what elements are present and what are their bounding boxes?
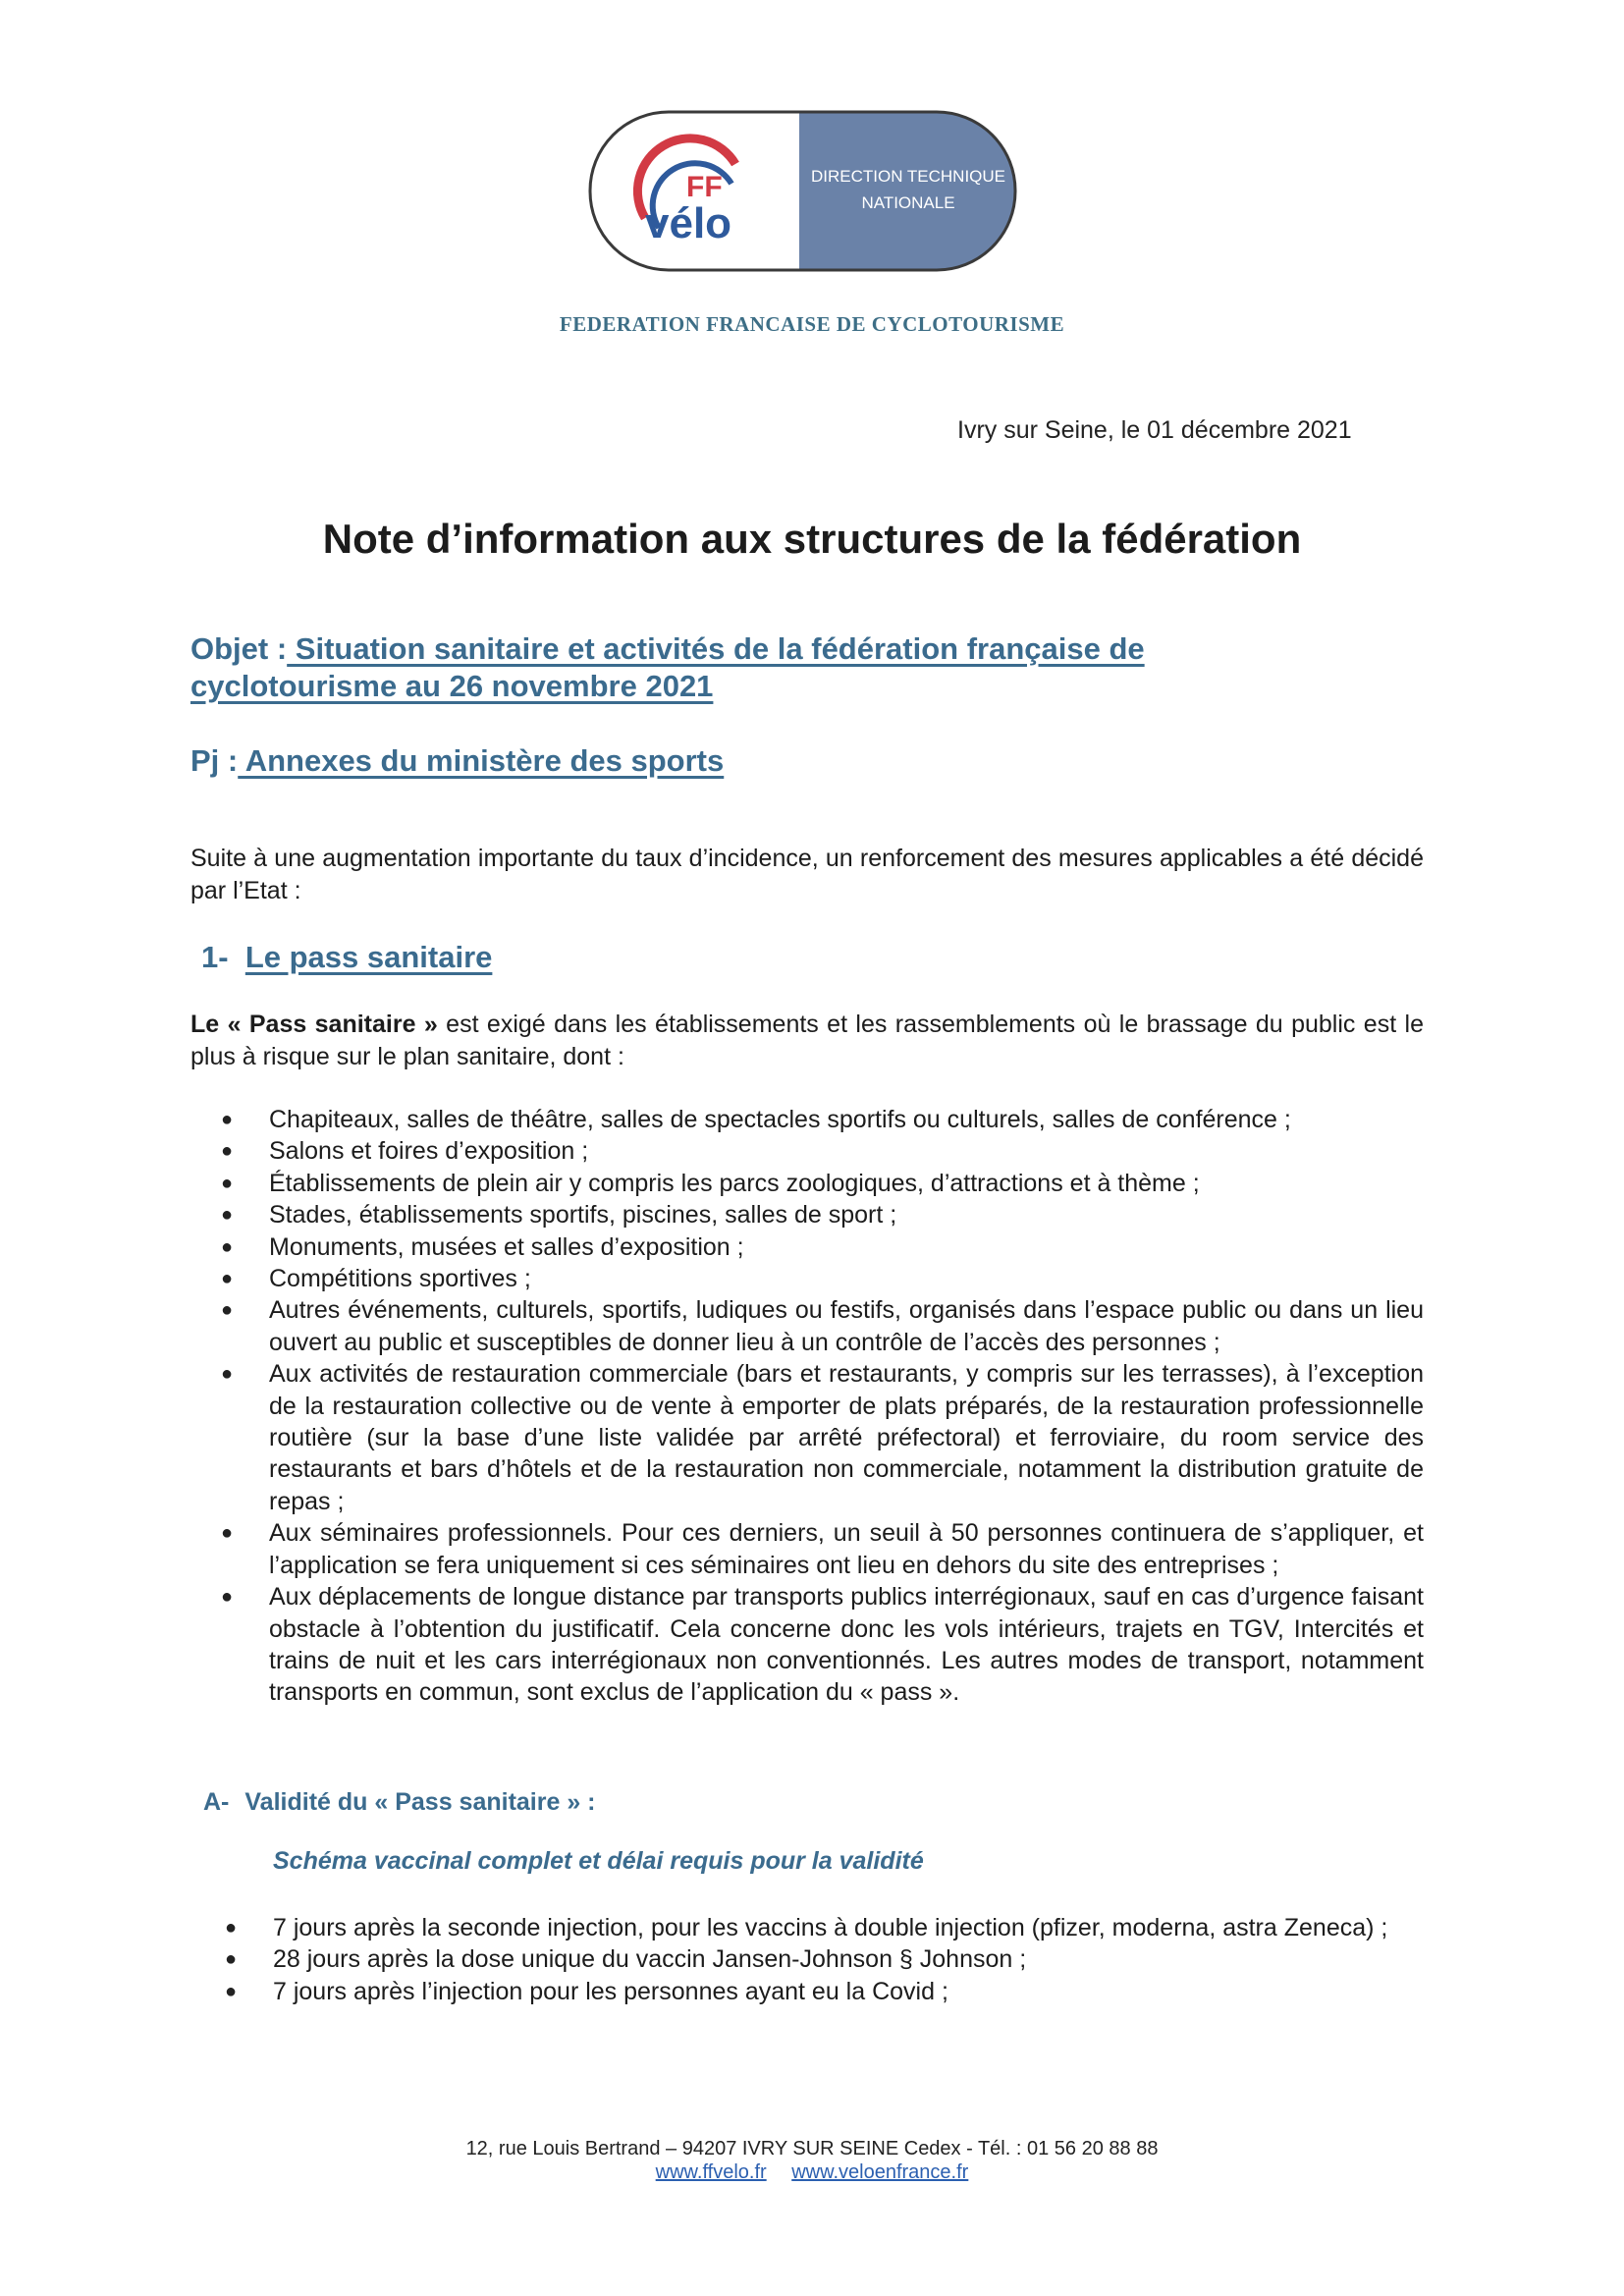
subsection-a-label: A- bbox=[203, 1788, 230, 1816]
list-item: ● Chapiteaux, salles de théâtre, salles de spectacles sportifs ou culturels, salles de conférence ; bbox=[269, 1104, 1424, 1135]
bullet-icon: ● bbox=[221, 1204, 234, 1227]
bullet-icon: ● bbox=[221, 1109, 234, 1130]
list-item: ● 7 jours après l’injection pour les personnes ayant eu la Covid ; bbox=[273, 1976, 1424, 2007]
logo-side-panel bbox=[799, 110, 1017, 272]
section-1-number: 1- bbox=[201, 940, 229, 974]
section-1-title: Le pass sanitaire bbox=[244, 940, 493, 974]
page-title: Note d’information aux structures de la fédération bbox=[322, 516, 1302, 562]
subject-line bbox=[190, 630, 1251, 705]
veloenfrance-link[interactable]: www.veloenfrance.fr bbox=[791, 2161, 969, 2183]
logo-ff-text: FF bbox=[686, 171, 723, 203]
bullet-icon: ● bbox=[221, 1172, 234, 1194]
attachment-text: Annexes du ministère des sports bbox=[238, 743, 725, 778]
list-item: ● Aux séminaires professionnels. Pour ces derniers, un seuil à 50 personnes continuera de s’appliquer, et l’application se fera uniquement si ces séminaires ont lieu en dehors du site des entreprises ; bbox=[221, 1519, 1424, 1579]
list-item: ● Établissements de plein air y compris les parcs zoologiques, d’attractions et à thème ; bbox=[269, 1168, 1424, 1199]
logo-velo-text: vélo bbox=[645, 199, 732, 247]
ffvelo-dtn-logo bbox=[588, 110, 1017, 272]
bullet-icon: ● bbox=[221, 1586, 234, 1609]
section-1-heading bbox=[201, 940, 492, 975]
establishments-list bbox=[221, 1104, 1424, 1709]
bullet-icon: ● bbox=[221, 1299, 234, 1322]
list-item: ● 28 jours après la dose unique du vaccin Jansen-Johnson § Johnson ; bbox=[273, 1943, 1424, 1975]
ffvelo-link[interactable]: www.ffvelo.fr bbox=[655, 2161, 767, 2183]
subject-label: Objet : bbox=[190, 631, 288, 666]
bullet-icon: ● bbox=[221, 1235, 234, 1258]
logo-side-line1: DIRECTION TECHNIQUE bbox=[810, 167, 1006, 186]
subsection-a-heading bbox=[203, 1788, 596, 1817]
intro-paragraph: Suite à une augmentation importante du taux d’incidence, un renforcement des mesures applicables a été décidé par l’Etat : bbox=[190, 845, 1424, 904]
attachment-label: Pj : bbox=[190, 743, 239, 778]
pass-sanitaire-bold: Le « Pass sanitaire » bbox=[190, 1011, 438, 1038]
section-1-paragraph-text: est exigé dans les établissements et les rassemblements où le brassage du public est le plus à risque sur le plan sanitaire, dont : bbox=[190, 1011, 1424, 1070]
attachment-line bbox=[190, 743, 724, 779]
list-item: ● Stades, établissements sportifs, piscines, salles de sport ; bbox=[269, 1199, 1424, 1230]
bullet-icon: ● bbox=[225, 1980, 238, 2002]
bullet-icon: ● bbox=[221, 1363, 234, 1386]
bullet-icon: ● bbox=[225, 1917, 238, 1939]
organization-name: FEDERATION FRANCAISE DE CYCLOTOURISME bbox=[559, 312, 1065, 336]
list-item: ● 7 jours après la seconde injection, pour les vaccins à double injection (pfizer, moderna, astra Zeneca) ; bbox=[273, 1912, 1424, 1943]
bullet-icon: ● bbox=[221, 1522, 234, 1545]
footer-address: 12, rue Louis Bertrand – 94207 IVRY SUR SEINE Cedex - Tél. : 01 56 20 88 88 bbox=[465, 2138, 1159, 2159]
logo-side-line2: NATIONALE bbox=[861, 193, 955, 212]
list-item: ● Aux déplacements de longue distance par transports publics interrégionaux, sauf en cas d’urgence faisant obstacle à l’obtention du justificatif. Cela concerne donc les vols intérieurs, trajets en TGV, Intercités et trains de nuit et les cars interrégionaux non conventionnés. Les autres modes de transport, notamment transports en commun, sont exclus de l’application du « pass ». bbox=[221, 1583, 1424, 1707]
vaccination-schema-title: Schéma vaccinal complet et délai requis pour la validité bbox=[273, 1847, 924, 1875]
bullet-icon: ● bbox=[221, 1140, 234, 1163]
list-item: ● Aux activités de restauration commerciale (bars et restaurants, y compris sur les terrasses), à l’exception de la restauration collective ou de vente à emporter de plats préparés, de la restauration professionnelle routière (sur la base d’une liste validée par arrêté préfectoral) et ferroviaire, du room service des restaurants et bars d’hôtels et de la restauration non commerciale, notamment la distribution gratuite de repas ; bbox=[221, 1360, 1424, 1515]
list-item: ● Monuments, musées et salles d’exposition ; bbox=[269, 1231, 1424, 1263]
list-item: ● Compétitions sportives ; bbox=[269, 1263, 1424, 1294]
bullet-icon: ● bbox=[225, 1948, 238, 1971]
list-item: ● Salons et foires d’exposition ; bbox=[269, 1135, 1424, 1167]
section-1-paragraph bbox=[190, 1009, 1424, 1073]
subsection-a-title: Validité du « Pass sanitaire » : bbox=[244, 1788, 596, 1816]
list-item: ● Autres événements, culturels, sportifs, ludiques ou festifs, organisés dans l’espace public ou dans un lieu ouvert au public et susceptibles de donner lieu à un contrôle de l’accès des personnes ; bbox=[221, 1296, 1424, 1356]
footer-links bbox=[0, 2161, 1624, 2184]
subject-text: Situation sanitaire et activités de la fédération française de cyclotourisme au 26 novembre 2021 bbox=[190, 631, 1145, 703]
bullet-icon: ● bbox=[221, 1268, 234, 1290]
date-line: Ivry sur Seine, le 01 décembre 2021 bbox=[957, 416, 1352, 444]
validity-list bbox=[225, 1912, 1424, 2007]
